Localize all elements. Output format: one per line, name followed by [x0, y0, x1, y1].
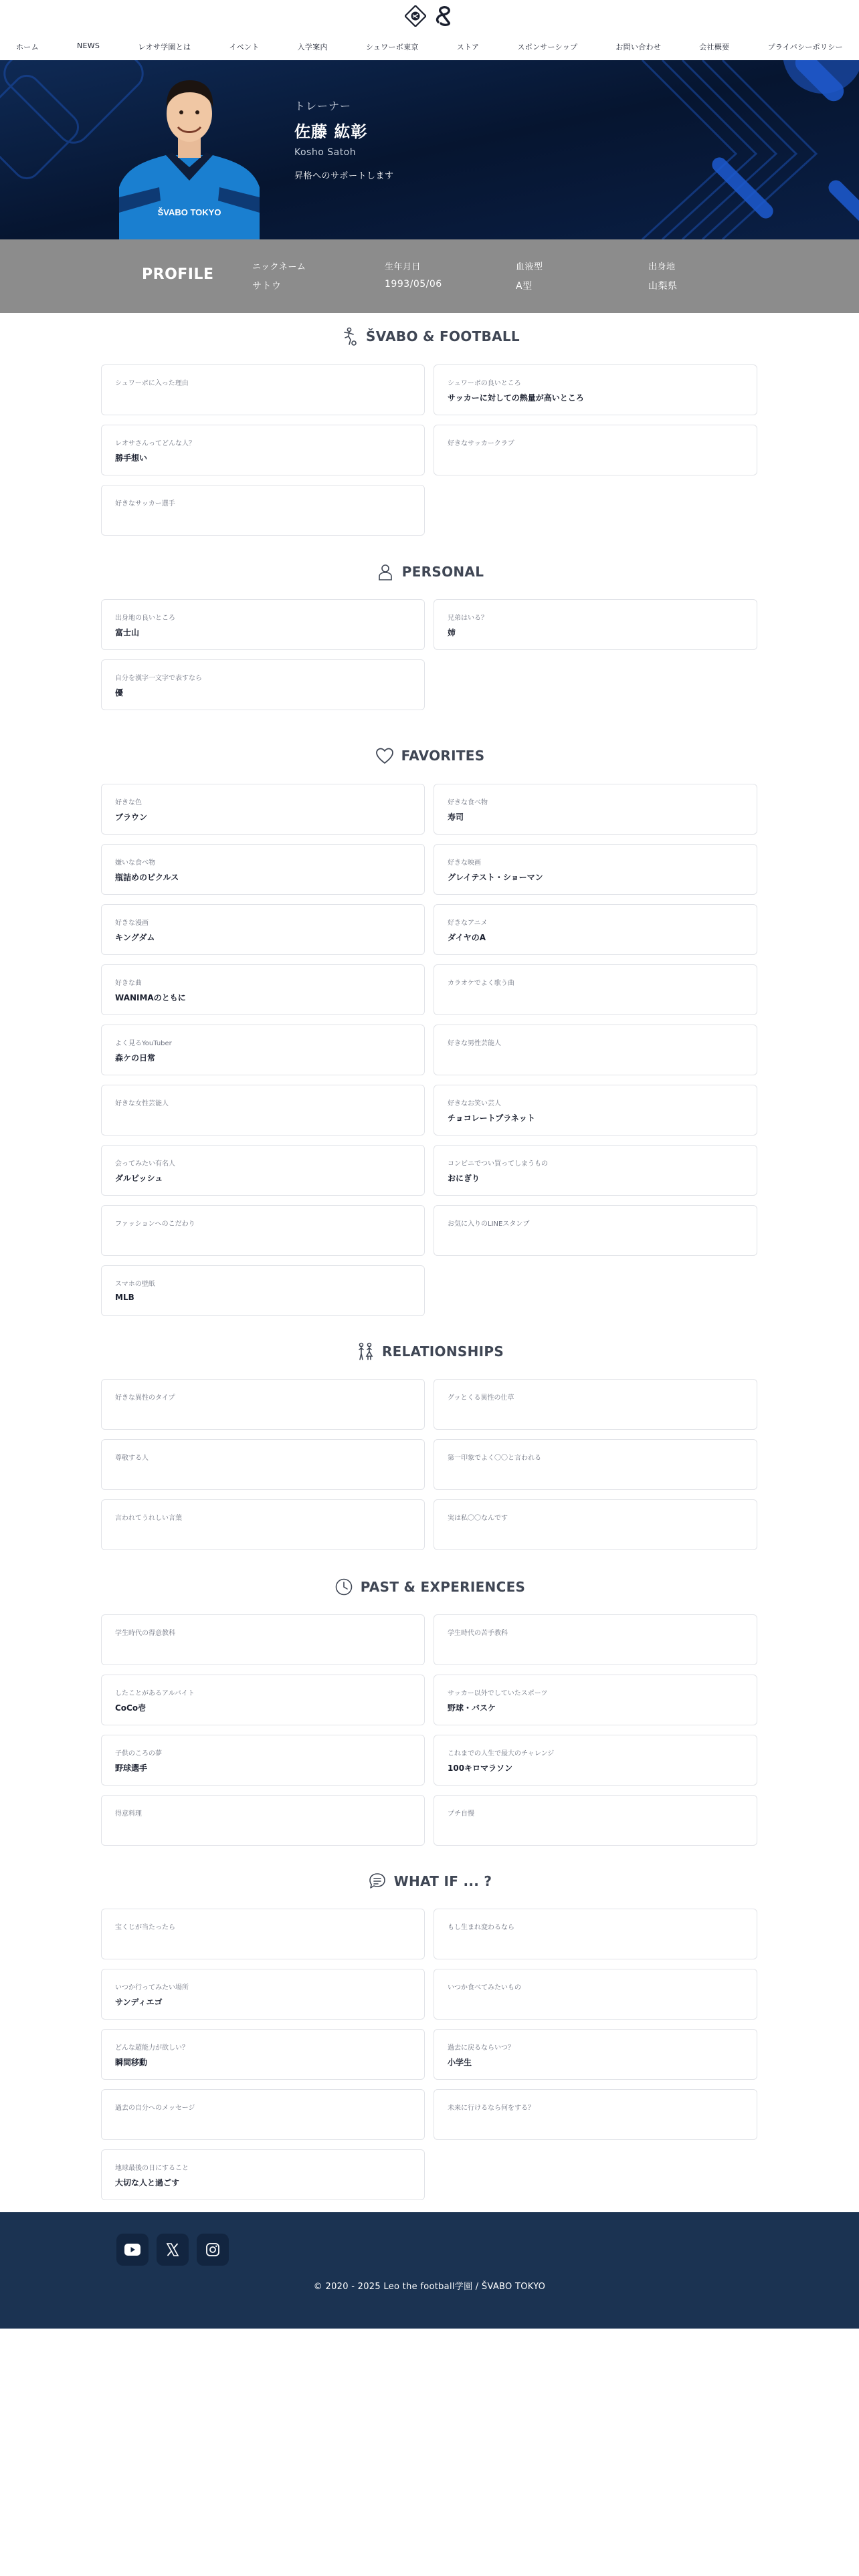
nav-sponsorship[interactable]: スポンサーシップ: [517, 43, 578, 51]
qa-card: [434, 964, 757, 1015]
qa-answer: 森ケの日常: [115, 1053, 156, 1063]
qa-question: グッとくる異性の仕草: [448, 1394, 514, 1402]
qa-question: お気に入りのLINEスタンプ: [448, 1220, 530, 1228]
nav-events[interactable]: イベント: [229, 43, 260, 51]
qa-question: 好きなサッカークラブ: [448, 440, 514, 447]
qa-question: いつか食べてみたいもの: [448, 1984, 521, 1992]
section-title-favorites: [0, 746, 859, 766]
qa-card: [101, 599, 425, 650]
nav-privacy[interactable]: プライバシーポリシー: [767, 43, 843, 51]
nav-contact[interactable]: お問い合わせ: [615, 43, 662, 51]
nav-home[interactable]: ホーム: [16, 43, 39, 51]
qa-card: [101, 904, 425, 955]
qa-question: 第一印象でよく〇〇と言われる: [448, 1455, 541, 1462]
qa-card: [101, 1205, 425, 1256]
qa-card: [101, 364, 425, 415]
svabo-logo-icon[interactable]: [433, 5, 454, 27]
trainer-name-romanized: Kosho Satoh: [294, 147, 357, 158]
qa-question: 得意料理: [115, 1810, 142, 1818]
qa-question: 言われてうれしい言葉: [115, 1515, 182, 1522]
profile-blood-type-label: 血液型: [516, 262, 543, 272]
youtube-link[interactable]: [116, 2234, 149, 2266]
qa-question: したことがあるアルバイト: [115, 1690, 195, 1697]
qa-card: [434, 425, 757, 475]
qa-answer: 優: [115, 688, 124, 697]
qa-card: [101, 1025, 425, 1075]
qa-card: [434, 1085, 757, 1136]
profile-nickname: [252, 259, 306, 292]
qa-card: [434, 1795, 757, 1846]
profile-hometown-value: 山梨県: [648, 281, 678, 292]
qa-card: [434, 1735, 757, 1786]
section-heading: RELATIONSHIPS: [381, 1344, 504, 1360]
nav-admission[interactable]: 入学案内: [297, 43, 328, 51]
profile-nickname-label: ニックネーム: [252, 262, 306, 272]
x-link[interactable]: [157, 2234, 189, 2266]
qa-answer: 姉: [448, 628, 456, 637]
qa-question: 兄弟はいる？: [448, 615, 488, 622]
qa-question: 地球最後の日にすること: [115, 2165, 189, 2172]
qa-question: 過去の自分へのメッセージ: [115, 2105, 195, 2112]
section-heading: PERSONAL: [401, 564, 484, 580]
instagram-link[interactable]: [197, 2234, 229, 2266]
qa-card: [434, 364, 757, 415]
qa-question: 会ってみたい有名人: [115, 1160, 175, 1168]
section-title-personal: [0, 562, 859, 582]
site-footer: [0, 2212, 859, 2329]
hero-banner: [0, 60, 859, 239]
qa-card: [434, 1145, 757, 1196]
qa-answer: 瓶詰めのピクルス: [115, 873, 179, 882]
qa-card: [101, 1909, 425, 1959]
heart-icon: [375, 746, 395, 766]
qa-card: [101, 659, 425, 710]
copyright: © 2020 - 2025 Leo the football学園 / ŠVABO TOKYO: [313, 2282, 546, 2292]
qa-question: いつか行ってみたい場所: [115, 1984, 189, 1992]
trainer-role: トレーナー: [294, 100, 352, 112]
qa-card: [434, 844, 757, 895]
nav-about[interactable]: レオサ学園とは: [138, 43, 191, 51]
qa-card: [434, 1909, 757, 1959]
section-title-football: [0, 326, 859, 346]
qa-answer: CoCo壱: [115, 1703, 147, 1713]
instagram-icon: [205, 2242, 220, 2257]
trainer-catchphrase: 昇格へのサポートします: [294, 171, 394, 181]
qa-question: 宝くじが当たったら: [115, 1924, 175, 1931]
qa-answer: 寿司: [448, 813, 464, 822]
trainer-photo: [119, 60, 260, 239]
section-title-relationships: [0, 1341, 859, 1362]
person-icon: [375, 562, 395, 582]
profile-birthdate-value: 1993/05/06: [385, 279, 442, 290]
section-heading: WHAT IF ... ?: [393, 1873, 492, 1889]
qa-card: [101, 1795, 425, 1846]
qa-question: カラオケでよく歌う曲: [448, 980, 514, 987]
qa-card: [101, 425, 425, 475]
qa-question: 子供のころの夢: [115, 1750, 162, 1757]
qa-card: [101, 1265, 425, 1316]
qa-question: 好きな曲: [115, 980, 142, 987]
nav-store[interactable]: ストア: [456, 43, 480, 51]
qa-card: [101, 1439, 425, 1490]
nav-company[interactable]: 会社概要: [699, 43, 730, 51]
qa-card: [101, 2149, 425, 2200]
hero-text-block: [294, 98, 394, 181]
football-player-icon: [339, 326, 359, 346]
qa-card: [101, 1675, 425, 1725]
profile-blood-type-value: A型: [516, 281, 533, 292]
couple-icon: [355, 1341, 375, 1362]
nav-news[interactable]: NEWS: [76, 41, 100, 50]
qa-card: [434, 599, 757, 650]
qa-question: スマホの壁紙: [115, 1281, 155, 1288]
qa-question: 好きな異性のタイプ: [115, 1394, 175, 1402]
qa-answer: 瞬間移動: [115, 2058, 148, 2067]
profile-hometown-label: 出身地: [648, 262, 676, 272]
qa-answer: 100キロマラソン: [448, 1763, 513, 1773]
qa-question: 好きなお笑い芸人: [448, 1100, 501, 1107]
qa-card: [434, 784, 757, 835]
qa-question: どんな超能力が欲しい？: [115, 2044, 189, 2052]
qa-question: 学生時代の得意教科: [115, 1630, 175, 1637]
qa-card: [101, 485, 425, 536]
qa-question: 好きなサッカー選手: [115, 500, 175, 508]
profile-nickname-value: サトウ: [252, 281, 282, 292]
qa-answer: 野球・バスケ: [448, 1703, 496, 1713]
qa-answer: おにぎり: [448, 1174, 480, 1183]
qa-answer: 大切な人と過ごす: [115, 2178, 180, 2187]
qa-card: [101, 784, 425, 835]
qa-question: 尊敬する人: [115, 1455, 149, 1462]
qa-question: 好きな漫画: [115, 920, 149, 927]
nav-svabo-tokyo[interactable]: シュワーボ東京: [365, 43, 419, 51]
section-heading: ŠVABO & FOOTBALL: [366, 328, 520, 344]
qa-answer: サンディエゴ: [115, 1998, 163, 2007]
qa-question: シュワーボに入った理由: [115, 380, 189, 387]
qa-question: サッカー以外でしていたスポーツ: [448, 1690, 548, 1697]
qa-question: もし生まれ変わるなら: [448, 1924, 514, 1931]
qa-answer: グレイテスト・ショーマン: [448, 873, 543, 882]
profile-birthdate-label: 生年月日: [385, 262, 421, 272]
trainer-name: 佐藤 紘彰: [294, 122, 368, 141]
qa-card: [101, 1379, 425, 1430]
qa-card: [101, 1145, 425, 1196]
qa-card: [101, 1614, 425, 1665]
leosa-logo-icon[interactable]: [405, 5, 426, 27]
qa-answer: サッカーに対しての熱量が高いところ: [448, 393, 584, 403]
qa-question: 好きな映画: [448, 859, 481, 867]
qa-card: [434, 2089, 757, 2140]
qa-question: プチ自慢: [448, 1810, 474, 1818]
profile-birthdate: [385, 259, 442, 290]
qa-answer: 富士山: [115, 628, 140, 637]
qa-card: [101, 1969, 425, 2020]
qa-question: これまでの人生で最大のチャレンジ: [448, 1750, 555, 1757]
qa-answer: キングダム: [115, 933, 155, 942]
qa-question: 未来に行けるなら何をする？: [448, 2105, 535, 2112]
qa-question: 実は私〇〇なんです: [448, 1515, 508, 1522]
qa-card: [434, 904, 757, 955]
qa-question: ファッションへのこだわり: [115, 1220, 195, 1228]
qa-question: 嫌いな食べ物: [115, 859, 155, 867]
qa-card: [101, 2089, 425, 2140]
qa-question: 好きな色: [115, 799, 142, 807]
qa-answer: 小学生: [448, 2058, 472, 2067]
main-nav: [16, 41, 843, 52]
section-title-past: [0, 1577, 859, 1597]
section-heading: FAVORITES: [401, 748, 485, 764]
qa-question: レオサさんってどんな人？: [115, 440, 195, 447]
qa-card: [101, 2029, 425, 2080]
qa-card: [101, 1735, 425, 1786]
qa-card: [101, 1499, 425, 1550]
qa-card: [101, 964, 425, 1015]
clock-icon: [334, 1577, 354, 1597]
qa-card: [434, 1614, 757, 1665]
section-heading: PAST & EXPERIENCES: [360, 1579, 526, 1595]
qa-card: [434, 1675, 757, 1725]
qa-answer: ブラウン: [115, 813, 148, 822]
qa-answer: ダイヤのA: [448, 933, 486, 942]
social-links: [116, 2234, 229, 2266]
qa-question: 自分を漢字一文字で表すなら: [115, 675, 202, 682]
site-header: [0, 0, 859, 60]
qa-answer: 勝手想い: [115, 453, 148, 463]
qa-question: 出身地の良いところ: [115, 615, 175, 622]
qa-answer: WANIMAのともに: [115, 993, 186, 1002]
profile-hometown: [648, 259, 678, 292]
qa-card: [434, 1205, 757, 1256]
section-title-whatif: [0, 1871, 859, 1891]
header-logos: [0, 5, 859, 27]
profile-blood-type: [516, 259, 543, 292]
shirt-text: ŠVABO TOKYO: [157, 207, 221, 217]
qa-card: [101, 1085, 425, 1136]
qa-question: 好きな女性芸能人: [115, 1100, 169, 1107]
qa-card: [434, 1499, 757, 1550]
youtube-icon: [124, 2243, 141, 2256]
profile-bar: [0, 239, 859, 313]
qa-question: 好きなアニメ: [448, 920, 488, 927]
qa-question: 学生時代の苦手教科: [448, 1630, 508, 1637]
qa-card: [434, 1025, 757, 1075]
qa-question: よく見るYouTuber: [115, 1040, 172, 1047]
qa-question: 過去に戻るならいつ？: [448, 2044, 514, 2052]
qa-question: 好きな男性芸能人: [448, 1040, 501, 1047]
x-icon: [165, 2242, 180, 2257]
qa-card: [101, 844, 425, 895]
qa-card: [434, 1969, 757, 2020]
qa-card: [434, 2029, 757, 2080]
qa-question: 好きな食べ物: [448, 799, 488, 807]
qa-answer: 野球選手: [115, 1763, 148, 1773]
qa-card: [434, 1439, 757, 1490]
qa-card: [434, 1379, 757, 1430]
chat-bubble-icon: [367, 1871, 387, 1891]
qa-answer: MLB: [115, 1293, 134, 1302]
qa-question: シュワーボの良いところ: [448, 380, 521, 387]
profile-title: PROFILE: [142, 266, 214, 283]
qa-answer: ダルビッシュ: [115, 1174, 163, 1183]
qa-question: コンビニでつい買ってしまうもの: [448, 1160, 548, 1168]
qa-answer: チョコレートプラネット: [448, 1113, 535, 1123]
